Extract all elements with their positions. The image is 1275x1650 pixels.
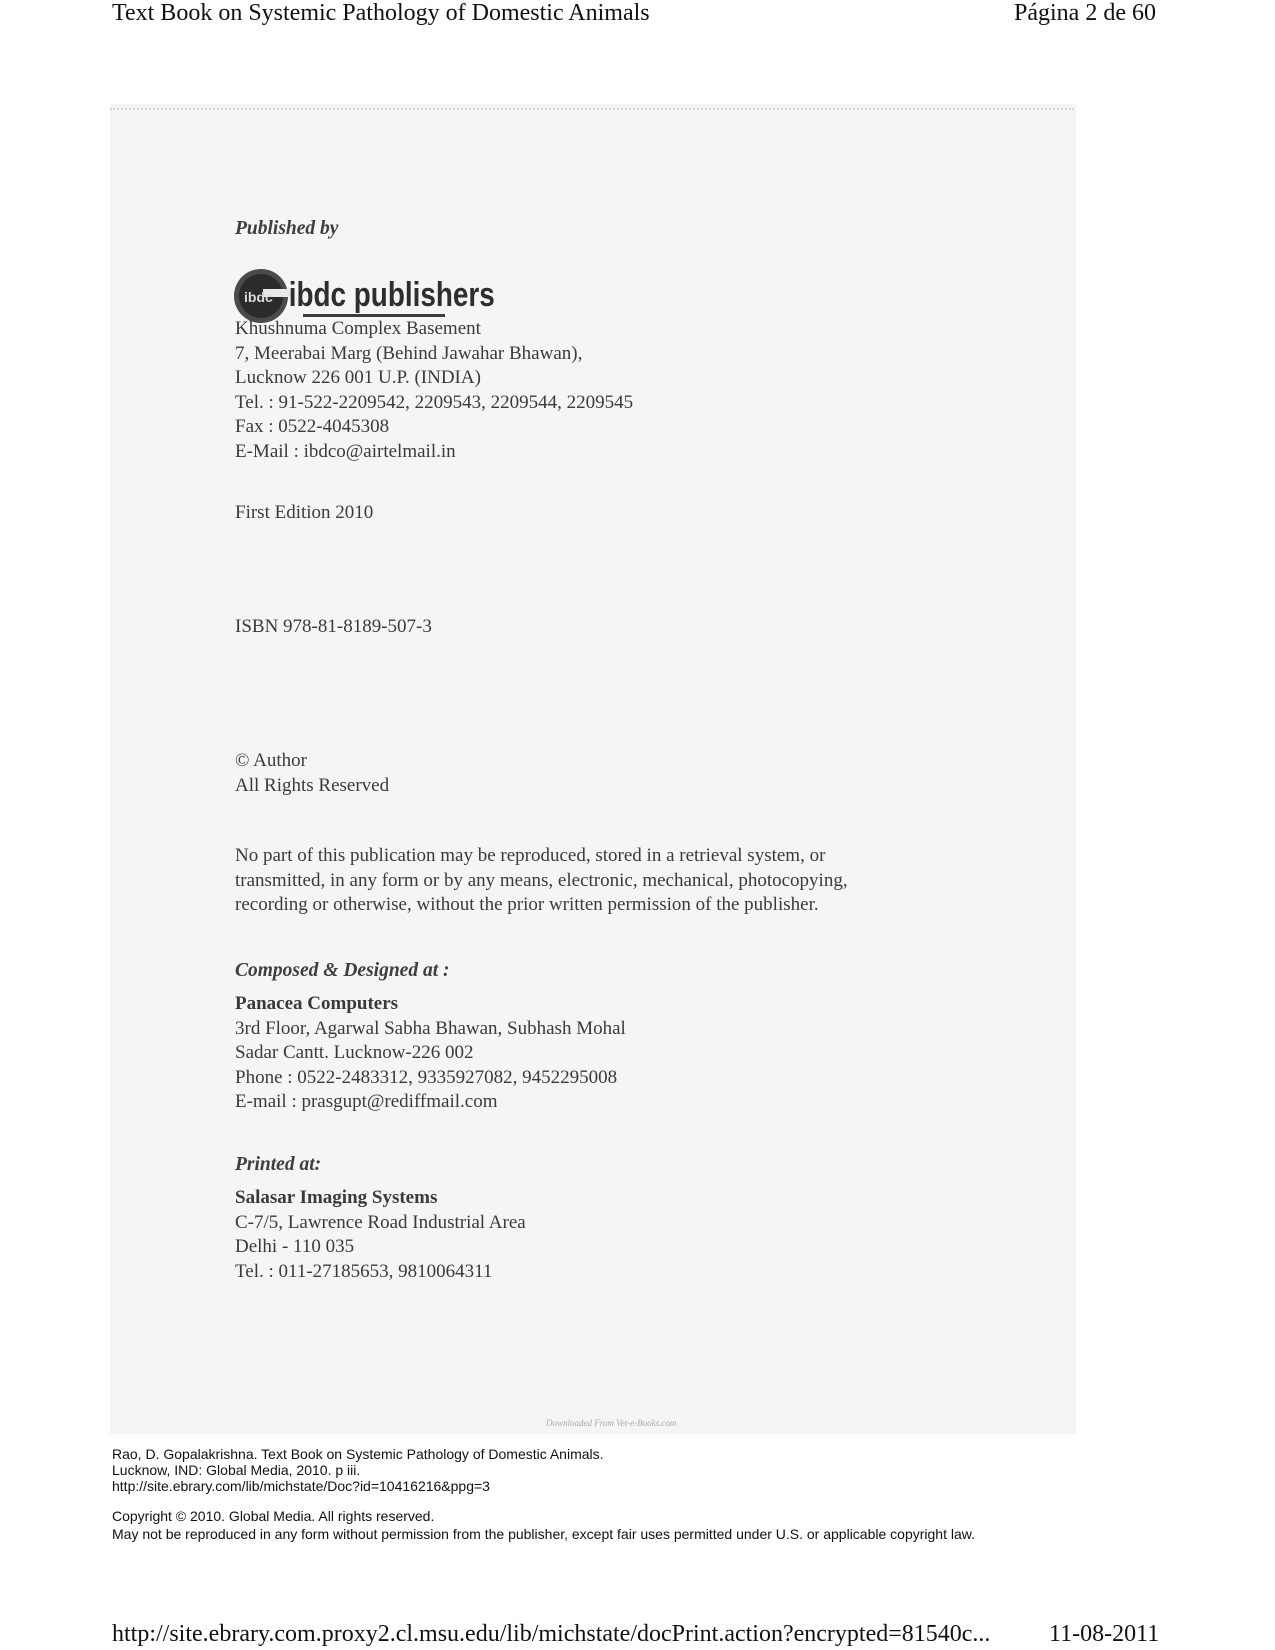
notice-line: No part of this publication may be reproduced, stored in a retrieval system, or	[235, 845, 826, 866]
printer-block	[235, 1186, 526, 1284]
publisher-phone: Tel. : 91-522-2209542, 2209543, 2209544, 2209545	[235, 391, 634, 413]
composer-name: Panacea Computers	[235, 993, 399, 1014]
composer-address-line: Sadar Cantt. Lucknow-226 002	[235, 1042, 474, 1063]
publisher-address-block	[235, 317, 633, 464]
publisher-address-line: Lucknow 226 001 U.P. (INDIA)	[235, 367, 481, 388]
copyright-block	[235, 749, 389, 798]
printer-address-line: Delhi - 110 035	[235, 1236, 355, 1257]
copyright-author: © Author	[235, 750, 307, 771]
logo-mark-text: ibdc	[244, 289, 273, 305]
composer-address-line: 3rd Floor, Agarwal Sabha Bhawan, Subhash Mohal	[235, 1017, 626, 1039]
composer-phone: Phone : 0522-2483312, 9335927082, 9452295008	[235, 1066, 618, 1088]
printer-name: Salasar Imaging Systems	[235, 1187, 438, 1208]
rights-reserved: All Rights Reserved	[235, 774, 390, 796]
citation-copyright: Copyright © 2010. Global Media. All rights reserved.	[112, 1508, 435, 1524]
print-header-page-indicator: Página 2 de 60	[1014, 0, 1156, 26]
publisher-address-line: 7, Meerabai Marg (Behind Jawahar Bhawan),	[235, 342, 583, 364]
citation-url[interactable]: http://site.ebrary.com/lib/michstate/Doc?id=10416216&ppg=3	[112, 1478, 490, 1494]
publisher-address-line: Khushnuma Complex Basement	[235, 318, 481, 339]
publisher-email: E-Mail : ibdco@airtelmail.in	[235, 440, 456, 462]
isbn-text: ISBN 978-81-8189-507-3	[235, 616, 432, 637]
download-watermark: Downloaded From Vet-e-Books.com	[546, 1418, 677, 1428]
print-footer-date: 11-08-2011	[1049, 1621, 1160, 1647]
citation-truncated-notice: May not be reproduced in any form without permission from the publisher, except fair uses permitted under U.S. or applicable copyright law.	[112, 1526, 975, 1542]
notice-line: transmitted, in any form or by any means, electronic, mechanical, photocopying,	[235, 869, 848, 891]
citation-block	[112, 1446, 604, 1494]
composed-designed-label: Composed & Designed at :	[235, 960, 450, 981]
composer-block	[235, 992, 626, 1115]
scan-dotted-rule	[110, 108, 1074, 110]
notice-line: recording or otherwise, without the prior written permission of the publisher.	[235, 894, 819, 915]
printer-address-line: C-7/5, Lawrence Road Industrial Area	[235, 1211, 526, 1233]
printer-phone: Tel. : 011-27185653, 9810064311	[235, 1260, 493, 1282]
print-footer-url: http://site.ebrary.com.proxy2.cl.msu.edu/lib/michstate/docPrint.action?encrypted=81540c...	[112, 1621, 991, 1647]
reproduction-notice	[235, 844, 848, 918]
publisher-fax: Fax : 0522-4045308	[235, 416, 390, 437]
logo-wordmark: ibdc publishers	[288, 275, 495, 314]
composer-email: E-mail : prasgupt@rediffmail.com	[235, 1091, 498, 1112]
scanned-page-image	[110, 104, 1076, 1434]
printed-at-label: Printed at:	[235, 1154, 322, 1175]
edition-text: First Edition 2010	[235, 502, 374, 523]
print-header-title: Text Book on Systemic Pathology of Domestic Animals	[112, 0, 650, 26]
citation-line: Rao, D. Gopalakrishna. Text Book on Systemic Pathology of Domestic Animals.	[112, 1446, 604, 1462]
published-by-label: Published by	[235, 218, 339, 239]
citation-line: Lucknow, IND: Global Media, 2010. p iii.	[112, 1462, 361, 1478]
